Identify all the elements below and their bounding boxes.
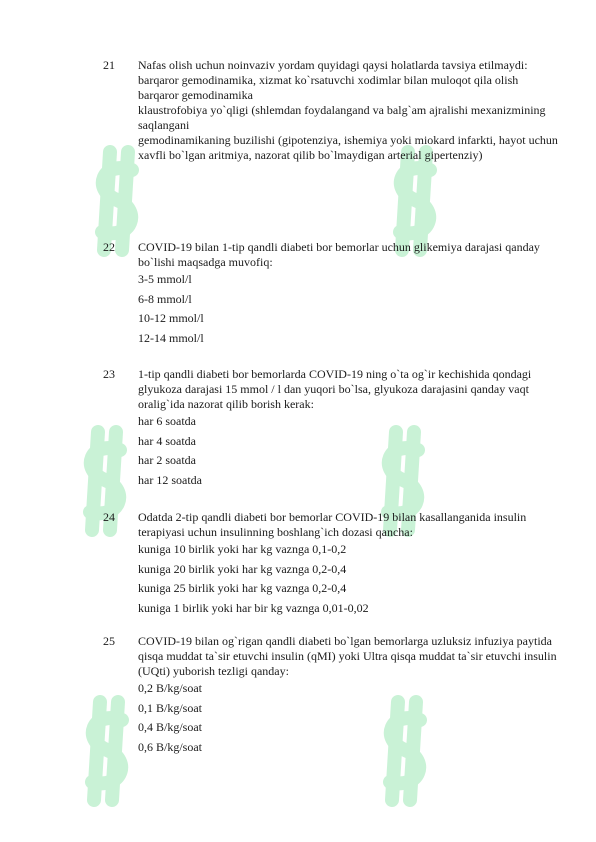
answer-option: 0,1 B/kg/soat [138, 700, 203, 715]
question-text: Nafas olish uchun noinvaziv yordam quyidagi qaysi holatlarda tavsiya etilmaydi: [138, 58, 528, 72]
answer-option: gemodinamikaning buzilishi (gipotenziya, ishemiya yoki miokard infarkti, hayot uchun xavfli bo`lgan aritmiya, nazorat qilib bo`lmaydigan arterial gipertenziy) [138, 133, 558, 162]
answer-option: barqaror gemodinamika, xizmat ko`rsatuvchi xodimlar bilan muloqot qila olish [138, 73, 519, 87]
answer-option: kuniga 10 birlik yoki har kg vaznga 0,1-0,2 [138, 542, 347, 556]
question-body [138, 240, 558, 348]
question-text: Odatda 2-tip qandli diabeti bor bemorlar COVID-19 bilan kasallanganida insulin terapiyasi uchun insulinning boshlang`ich dozasi qancha: [138, 510, 527, 539]
answer-option: kuniga 1 birlik yoki har bir kg vaznga 0,01-0,02 [138, 600, 369, 615]
answer-list [138, 270, 558, 348]
question-number: 23 [103, 367, 115, 381]
question-number: 21 [103, 58, 115, 72]
answer-option: klaustrofobiya yo`qligi (shlemdan foydalangand va balg`am ajralishi mexanizmining saqlangani [138, 103, 546, 132]
answer-option: har 12 soatda [138, 472, 202, 487]
answer-list [138, 412, 558, 490]
answer-option: 0,4 B/kg/soat [138, 720, 203, 734]
question-number: 25 [103, 634, 115, 648]
answer-list [138, 73, 558, 163]
question-number: 24 [103, 510, 115, 524]
question-text: COVID-19 bilan 1-tip qandli diabeti bor bemorlar uchun glikemiya darajasi qanday bo`lishi maqsadga muvofiq: [138, 240, 540, 269]
answer-option: 3-5 mmol/l [138, 272, 192, 286]
question-text: COVID-19 bilan og`rigan qandli diabeti bo`lgan bemorlarga uzluksiz infuziya paytida qisqa muddat ta`sir etuvchi insulin (qMI) yoki Ultra qisqa muddat ta`sir etuvchi insulin (UQti) yuborish tezligi qanday: [138, 634, 557, 678]
answer-option: kuniga 25 birlik yoki har kg vaznga 0,2-0,4 [138, 581, 347, 595]
question-body [138, 367, 558, 490]
question-text: 1-tip qandli diabeti bor bemorlarda COVID-19 ning o`ta og`ir kechishida qondagi glyukoza darajasi 15 mmol / l dan yuqori bo`lsa, glyukoza darajasini qanday vaqt oralig`ida nazorat qilib borish kerak: [138, 367, 532, 411]
answer-option: 10-12 mmol/l [138, 311, 204, 325]
answer-list [138, 540, 558, 618]
answer-option: har 2 soatda [138, 453, 196, 467]
question-body [138, 634, 558, 757]
answer-option: kuniga 20 birlik yoki har kg vaznga 0,2-0,4 [138, 561, 347, 576]
question-number: 22 [103, 240, 115, 254]
answer-option: barqaror gemodinamika [138, 88, 253, 102]
question-body [138, 58, 558, 163]
dollar-sign-watermark-icon [72, 690, 142, 810]
question-body [138, 510, 558, 618]
answer-option: 6-8 mmol/l [138, 291, 192, 306]
answer-list [138, 679, 558, 757]
answer-option: 12-14 mmol/l [138, 330, 204, 345]
answer-option: 0,6 B/kg/soat [138, 739, 203, 754]
answer-option: har 6 soatda [138, 414, 196, 428]
answer-option: 0,2 B/kg/soat [138, 681, 203, 695]
answer-option: har 4 soatda [138, 433, 196, 448]
